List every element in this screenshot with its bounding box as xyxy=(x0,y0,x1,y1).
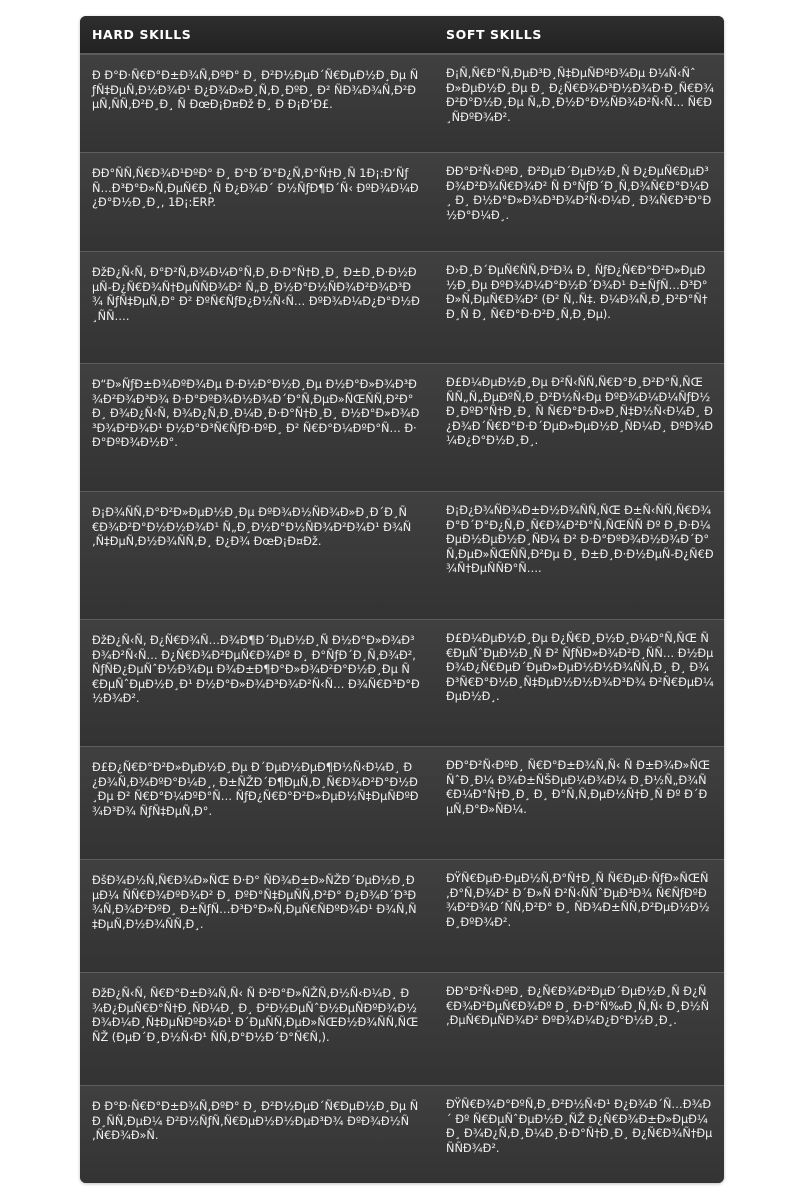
soft-skill-cell: ÐÐ°Ð²Ñ‹ÐºÐ¸ Ð²ÐµÐ´ÐµÐ½Ð¸Ñ Ð¿ÐµÑ€ÐµÐ³Ð¾Ð²Ð¾Ñ€Ð¾Ð² Ñ Ð°ÑƒÐ´Ð¸Ñ‚Ð¾Ñ€Ð°Ð¼Ð¸ Ð¸ Ð½Ð°Ð»Ð¾Ð³Ð¾Ð²Ñ‹Ð¼Ð¸ Ð¾Ñ€Ð³Ð°Ð½Ð°Ð¼Ð¸. xyxy=(446,165,712,222)
soft-skill-cell: ÐŸÑ€Ð¾Ð°ÐºÑ‚Ð¸Ð²Ð½Ñ‹Ð¹ Ð¿Ð¾Ð´Ñ…Ð¾Ð´ Ðº Ñ€ÐµÑˆÐµÐ½Ð¸ÑŽ Ð¿Ñ€Ð¾Ð±Ð»ÐµÐ¼ Ð¸ Ð¾Ð¿Ñ‚Ð¸Ð¼Ð¸Ð·Ð°Ñ†Ð¸Ð¸ Ð¿Ñ€Ð¾Ñ†ÐµÑÑÐ¾Ð². xyxy=(446,1098,713,1155)
soft-skill-cell: ÐÐ°Ð²Ñ‹ÐºÐ¸ Ð¿Ñ€Ð¾Ð²ÐµÐ´ÐµÐ½Ð¸Ñ Ð¿Ñ€Ð¾Ð²ÐµÑ€Ð¾Ðº Ð¸ Ð·Ð°Ñ‰Ð¸Ñ‚Ñ‹ Ð¸Ð½Ñ‚ÐµÑ€ÐµÑÐ¾Ð² ÐºÐ¾Ð¼Ð¿Ð°Ð½Ð¸Ð¸. xyxy=(446,985,710,1028)
hard-skill-cell: ÐžÐ¿Ñ‹Ñ‚ Ð¿Ñ€Ð¾Ñ…Ð¾Ð¶Ð´ÐµÐ½Ð¸Ñ Ð½Ð°Ð»Ð¾Ð³Ð¾Ð²Ñ‹Ñ… Ð¿Ñ€Ð¾Ð²ÐµÑ€Ð¾Ðº Ð¸ Ð°ÑƒÐ´Ð¸Ñ‚Ð¾Ð², ÑƒÑÐ¿ÐµÑˆÐ½Ð¾Ðµ Ð¾Ð±Ð¶Ð°Ð»Ð¾Ð²Ð°Ð½Ð¸Ðµ Ñ€ÐµÑˆÐµÐ½Ð¸Ð¹ Ð½Ð°Ð»Ð¾Ð³Ð¾Ð²Ñ‹Ñ… Ð¾Ñ€Ð³Ð°Ð½Ð¾Ð². xyxy=(92,634,420,706)
table-row xyxy=(80,859,724,972)
soft-skill-cell: ÐÐ°Ð²Ñ‹ÐºÐ¸ Ñ€Ð°Ð±Ð¾Ñ‚Ñ‹ Ñ Ð±Ð¾Ð»ÑŒÑˆÐ¸Ð¼ Ð¾Ð±ÑŠÐµÐ¼Ð¾Ð¼ Ð¸Ð½Ñ„Ð¾Ñ€Ð¼Ð°Ñ†Ð¸Ð¸ Ð¸ Ð°Ñ‚Ñ‚ÐµÐ½Ñ†Ð¸Ñ Ðº Ð´ÐµÑ‚Ð°Ð»ÑÐ¼. xyxy=(446,759,711,816)
soft-skill-cell: Ð£Ð¼ÐµÐ½Ð¸Ðµ Ð¿Ñ€Ð¸Ð½Ð¸Ð¼Ð°Ñ‚ÑŒ Ñ€ÐµÑˆÐµÐ½Ð¸Ñ Ð² ÑƒÑÐ»Ð¾Ð²Ð¸ÑÑ… Ð½ÐµÐ¾Ð¿Ñ€ÐµÐ´ÐµÐ»ÐµÐ½Ð½Ð¾ÑÑ‚Ð¸ Ð¸ Ð¾Ð³Ñ€Ð°Ð½Ð¸Ñ‡ÐµÐ½Ð½Ð¾Ð³Ð¾ Ð²Ñ€ÐµÐ¼ÐµÐ½Ð¸. xyxy=(446,632,714,704)
soft-skill-cell: ÐŸÑ€ÐµÐ·ÐµÐ½Ñ‚Ð°Ñ†Ð¸Ñ Ñ€ÐµÐ·ÑƒÐ»ÑŒÑ‚Ð°Ñ‚Ð¾Ð² Ð´Ð»Ñ Ð²Ñ‹ÑÑˆÐµÐ³Ð¾ Ñ€ÑƒÐºÐ¾Ð²Ð¾Ð´ÑÑ‚Ð²Ð° Ð¸ ÑÐ¾Ð±ÑÑ‚Ð²ÐµÐ½Ð½Ð¸ÐºÐ¾Ð². xyxy=(446,872,710,929)
table-row xyxy=(80,54,724,152)
soft-skill-cell: Ð›Ð¸Ð´ÐµÑ€ÑÑ‚Ð²Ð¾ Ð¸ ÑƒÐ¿Ñ€Ð°Ð²Ð»ÐµÐ½Ð¸Ðµ ÐºÐ¾Ð¼Ð°Ð½Ð´Ð¾Ð¹ Ð±ÑƒÑ…Ð³Ð°Ð»Ñ‚ÐµÑ€Ð¾Ð² (Ð² Ñ‚.Ñ‡. Ð¼Ð¾Ñ‚Ð¸Ð²Ð°Ñ†Ð¸Ñ Ð¸ Ñ€Ð°Ð·Ð²Ð¸Ñ‚Ð¸Ðµ). xyxy=(446,264,708,321)
hard-skill-cell: Ð¡Ð¾ÑÑ‚Ð°Ð²Ð»ÐµÐ½Ð¸Ðµ ÐºÐ¾Ð½ÑÐ¾Ð»Ð¸Ð´Ð¸Ñ€Ð¾Ð²Ð°Ð½Ð½Ð¾Ð¹ Ñ„Ð¸Ð½Ð°Ð½ÑÐ¾Ð²Ð¾Ð¹ Ð¾Ñ‚Ñ‡ÐµÑ‚Ð½Ð¾ÑÑ‚Ð¸ Ð¿Ð¾ ÐœÐ¡Ð¤Ðž. xyxy=(92,506,412,549)
hard-skill-cell: Ð£Ð¿Ñ€Ð°Ð²Ð»ÐµÐ½Ð¸Ðµ Ð´ÐµÐ½ÐµÐ¶Ð½Ñ‹Ð¼Ð¸ Ð¿Ð¾Ñ‚Ð¾ÐºÐ°Ð¼Ð¸, Ð±ÑŽÐ´Ð¶ÐµÑ‚Ð¸Ñ€Ð¾Ð²Ð°Ð½Ð¸Ðµ Ð² Ñ€Ð°Ð¼ÐºÐ°Ñ… ÑƒÐ¿Ñ€Ð°Ð²Ð»ÐµÐ½Ñ‡ÐµÑÐºÐ¾Ð³Ð¾ ÑƒÑ‡ÐµÑ‚Ð°. xyxy=(92,761,419,818)
hard-skill-cell: Ð Ð°Ð·Ñ€Ð°Ð±Ð¾Ñ‚ÐºÐ° Ð¸ Ð²Ð½ÐµÐ´Ñ€ÐµÐ½Ð¸Ðµ ÑƒÑ‡ÐµÑ‚Ð½Ð¾Ð¹ Ð¿Ð¾Ð»Ð¸Ñ‚Ð¸ÐºÐ¸ Ð² ÑÐ¾Ð¾Ñ‚Ð²ÐµÑ‚ÑÑ‚Ð²Ð¸Ð¸ Ñ ÐœÐ¡Ð¤Ðž Ð¸ Ð Ð¡Ð‘Ð£. xyxy=(92,69,419,112)
soft-skill-cell: Ð¡Ð¿Ð¾ÑÐ¾Ð±Ð½Ð¾ÑÑ‚ÑŒ Ð±Ñ‹ÑÑ‚Ñ€Ð¾ Ð°Ð´Ð°Ð¿Ñ‚Ð¸Ñ€Ð¾Ð²Ð°Ñ‚ÑŒÑÑ Ðº Ð¸Ð·Ð¼ÐµÐ½ÐµÐ½Ð¸ÑÐ¼ Ð² Ð·Ð°ÐºÐ¾Ð½Ð¾Ð´Ð°Ñ‚ÐµÐ»ÑŒÑÑ‚Ð²Ðµ Ð¸ Ð±Ð¸Ð·Ð½ÐµÑ-Ð¿Ñ€Ð¾Ñ†ÐµÑÑÐ°Ñ…. xyxy=(446,504,714,576)
soft-skill-cell: Ð¡Ñ‚Ñ€Ð°Ñ‚ÐµÐ³Ð¸Ñ‡ÐµÑÐºÐ¾Ðµ Ð¼Ñ‹ÑˆÐ»ÐµÐ½Ð¸Ðµ Ð¸ Ð¿Ñ€Ð¾Ð³Ð½Ð¾Ð·Ð¸Ñ€Ð¾Ð²Ð°Ð½Ð¸Ðµ Ñ„Ð¸Ð½Ð°Ð½ÑÐ¾Ð²Ñ‹Ñ… Ñ€Ð¸ÑÐºÐ¾Ð². xyxy=(446,67,714,124)
skills-table xyxy=(80,16,724,1183)
header-hard-skills: HARD SKILLS xyxy=(92,27,192,42)
table-row xyxy=(80,152,724,251)
table-row xyxy=(80,972,724,1085)
table-header xyxy=(80,16,724,54)
hard-skill-cell: ÐÐ°ÑÑ‚Ñ€Ð¾Ð¹ÐºÐ° Ð¸ Ð°Ð´Ð°Ð¿Ñ‚Ð°Ñ†Ð¸Ñ 1Ð¡:Ð‘ÑƒÑ…Ð³Ð°Ð»Ñ‚ÐµÑ€Ð¸Ñ Ð¿Ð¾Ð´ Ð½ÑƒÐ¶Ð´Ñ‹ ÐºÐ¾Ð¼Ð¿Ð°Ð½Ð¸Ð¸, 1Ð¡:ERP. xyxy=(92,167,419,210)
hard-skill-cell: ÐšÐ¾Ð½Ñ‚Ñ€Ð¾Ð»ÑŒ Ð·Ð° ÑÐ¾Ð±Ð»ÑŽÐ´ÐµÐ½Ð¸ÐµÐ¼ ÑÑ€Ð¾ÐºÐ¾Ð² Ð¸ ÐºÐ°Ñ‡ÐµÑÑ‚Ð²Ð° Ð¿Ð¾Ð´Ð³Ð¾Ñ‚Ð¾Ð²ÐºÐ¸ Ð±ÑƒÑ…Ð³Ð°Ð»Ñ‚ÐµÑ€ÑÐºÐ¾Ð¹ Ð¾Ñ‚Ñ‡ÐµÑ‚Ð½Ð¾ÑÑ‚Ð¸. xyxy=(92,874,417,931)
soft-skill-cell: Ð£Ð¼ÐµÐ½Ð¸Ðµ Ð²Ñ‹ÑÑ‚Ñ€Ð°Ð¸Ð²Ð°Ñ‚ÑŒ ÑÑ„Ñ„ÐµÐºÑ‚Ð¸Ð²Ð½Ñ‹Ðµ ÐºÐ¾Ð¼Ð¼ÑƒÐ½Ð¸ÐºÐ°Ñ†Ð¸Ð¸ Ñ Ñ€Ð°Ð·Ð»Ð¸Ñ‡Ð½Ñ‹Ð¼Ð¸ Ð¿Ð¾Ð´Ñ€Ð°Ð·Ð´ÐµÐ»ÐµÐ½Ð¸ÑÐ¼Ð¸ ÐºÐ¾Ð¼Ð¿Ð°Ð½Ð¸Ð¸. xyxy=(446,376,714,448)
table-row xyxy=(80,746,724,859)
hard-skill-cell: ÐžÐ¿Ñ‹Ñ‚ Ð°Ð²Ñ‚Ð¾Ð¼Ð°Ñ‚Ð¸Ð·Ð°Ñ†Ð¸Ð¸ Ð±Ð¸Ð·Ð½ÐµÑ-Ð¿Ñ€Ð¾Ñ†ÐµÑÑÐ¾Ð² Ñ„Ð¸Ð½Ð°Ð½ÑÐ¾Ð²Ð¾Ð³Ð¾ ÑƒÑ‡ÐµÑ‚Ð° Ð² ÐºÑ€ÑƒÐ¿Ð½Ñ‹Ñ… ÐºÐ¾Ð¼Ð¿Ð°Ð½Ð¸ÑÑ…. xyxy=(92,266,420,323)
hard-skill-cell: Ð Ð°Ð·Ñ€Ð°Ð±Ð¾Ñ‚ÐºÐ° Ð¸ Ð²Ð½ÐµÐ´Ñ€ÐµÐ½Ð¸Ðµ ÑÐ¸ÑÑ‚ÐµÐ¼ Ð²Ð½ÑƒÑ‚Ñ€ÐµÐ½Ð½ÐµÐ³Ð¾ ÐºÐ¾Ð½Ñ‚Ñ€Ð¾Ð»Ñ. xyxy=(92,1100,419,1143)
table-row xyxy=(80,1085,724,1183)
table-row xyxy=(80,363,724,491)
table-row xyxy=(80,619,724,746)
hard-skill-cell: Ð“Ð»ÑƒÐ±Ð¾ÐºÐ¾Ðµ Ð·Ð½Ð°Ð½Ð¸Ðµ Ð½Ð°Ð»Ð¾Ð³Ð¾Ð²Ð¾Ð³Ð¾ Ð·Ð°ÐºÐ¾Ð½Ð¾Ð´Ð°Ñ‚ÐµÐ»ÑŒÑÑ‚Ð²Ð° Ð¸ Ð¾Ð¿Ñ‹Ñ‚ Ð¾Ð¿Ñ‚Ð¸Ð¼Ð¸Ð·Ð°Ñ†Ð¸Ð¸ Ð½Ð°Ð»Ð¾Ð³Ð¾Ð²Ð¾Ð¹ Ð½Ð°Ð³Ñ€ÑƒÐ·ÐºÐ¸ Ð² Ñ€Ð°Ð¼ÐºÐ°Ñ… Ð·Ð°ÐºÐ¾Ð½Ð°. xyxy=(92,378,420,450)
header-soft-skills: SOFT SKILLS xyxy=(446,27,542,42)
table-row xyxy=(80,251,724,363)
table-row xyxy=(80,491,724,619)
hard-skill-cell: ÐžÐ¿Ñ‹Ñ‚ Ñ€Ð°Ð±Ð¾Ñ‚Ñ‹ Ñ Ð²Ð°Ð»ÑŽÑ‚Ð½Ñ‹Ð¼Ð¸ Ð¾Ð¿ÐµÑ€Ð°Ñ†Ð¸ÑÐ¼Ð¸ Ð¸ Ð²Ð½ÐµÑˆÐ½ÐµÑÐºÐ¾Ð½Ð¾Ð¼Ð¸Ñ‡ÐµÑÐºÐ¾Ð¹ Ð´ÐµÑÑ‚ÐµÐ»ÑŒÐ½Ð¾ÑÑ‚ÑŒÑŽ (ÐµÐ´Ð¸Ð½Ñ‹Ð¹ ÑÑ‚Ð°Ð½Ð´Ð°Ñ€Ñ‚). xyxy=(92,987,419,1044)
